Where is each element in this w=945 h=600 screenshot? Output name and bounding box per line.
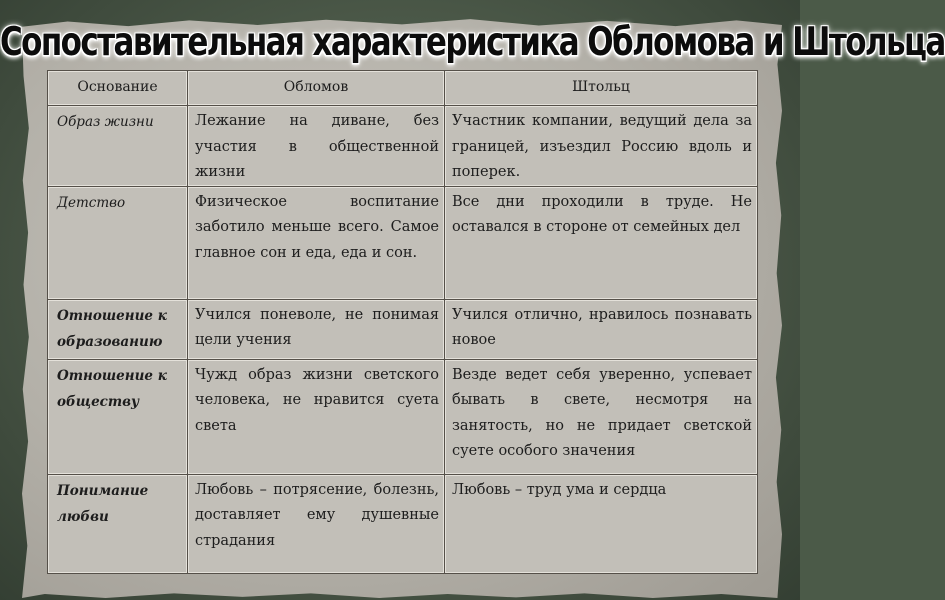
table-row	[48, 474, 758, 573]
row-stolz: Любовь – труд ума и сердца	[445, 474, 758, 573]
table-row	[48, 186, 758, 299]
table-row	[48, 359, 758, 474]
row-stolz: Учился отлично, нравилось познавать новое	[445, 299, 758, 359]
table-row	[48, 299, 758, 359]
slide-title: Сопоставительная характеристика Обломова и Штольца	[0, 20, 945, 65]
row-basis: Отношение к образованию	[48, 299, 188, 359]
row-stolz: Все дни проходили в труде. Не оставался в стороне от семейных дел	[445, 186, 758, 299]
row-basis: Детство	[48, 186, 188, 299]
row-basis: Отношение к обществу	[48, 359, 188, 474]
row-oblomov: Чужд образ жизни светского человека, не нравится суета света	[188, 359, 445, 474]
row-oblomov: Учился поневоле, не понимая цели учения	[188, 299, 445, 359]
row-oblomov: Лежание на диване, без участия в общественной жизни	[188, 106, 445, 187]
header-basis: Основание	[48, 71, 188, 106]
row-stolz: Везде ведет себя уверенно, успевает бывать в свете, несмотря на занятость, но не придает светской суете особого значения	[445, 359, 758, 474]
row-basis: Понимание любви	[48, 474, 188, 573]
row-oblomov: Любовь – потрясение, болезнь, доставляет ему душевные страдания	[188, 474, 445, 573]
header-stolz: Штольц	[445, 71, 758, 106]
row-basis: Образ жизни	[48, 106, 188, 187]
table-row	[48, 106, 758, 187]
header-oblomov: Обломов	[188, 71, 445, 106]
comparison-table	[47, 70, 758, 574]
table-header-row	[48, 71, 758, 106]
row-oblomov: Физическое воспитание заботило меньше всего. Самое главное сон и еда, еда и сон.	[188, 186, 445, 299]
row-stolz: Участник компании, ведущий дела за границей, изъездил Россию вдоль и поперек.	[445, 106, 758, 187]
